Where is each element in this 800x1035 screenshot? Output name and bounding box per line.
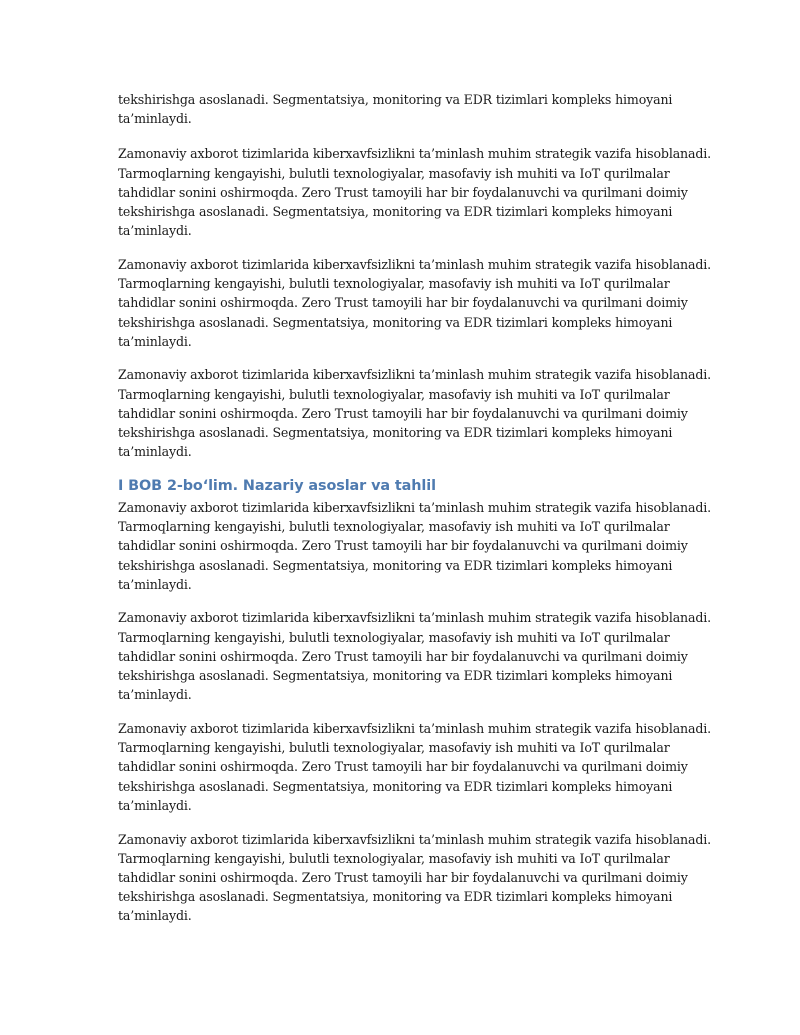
document-body	[118, 90, 712, 940]
paragraph-line: Zamonaviy axborot tizimlarida kiberxavfsizlikni ta’minlash muhim strategik vazifa hisoblanadi.	[118, 720, 712, 736]
paragraph-line: tahdidlar sonini oshirmoqda. Zero Trust tamoyili har bir foydalanuvchi va qurilmani doimiy	[118, 295, 688, 311]
paragraph-line: tekshirishga asoslanadi. Segmentatsiya, monitoring va EDR tizimlari kompleks himoyani	[118, 889, 673, 905]
paragraph-line: Zamonaviy axborot tizimlarida kiberxavfsizlikni ta’minlash muhim strategik vazifa hisoblanadi.	[118, 367, 712, 383]
paragraph-line: tekshirishga asoslanadi. Segmentatsiya, monitoring va EDR tizimlari kompleks himoyani	[118, 314, 673, 330]
paragraph-line: tekshirishga asoslanadi. Segmentatsiya, monitoring va EDR tizimlari kompleks himoyani	[118, 778, 673, 794]
section-heading: I BOB 2-bo‘lim. Nazariy asoslar va tahlil	[118, 477, 436, 494]
paragraph-line: ta’minlaydi.	[118, 444, 192, 460]
paragraph-line: Tarmoqlarning kengayishi, bulutli texnologiyalar, masofaviy ish muhiti va IoT qurilmalar	[118, 850, 670, 866]
paragraph-line: tahdidlar sonini oshirmoqda. Zero Trust tamoyili har bir foydalanuvchi va qurilmani doimiy	[118, 405, 688, 421]
paragraph-line: tekshirishga asoslanadi. Segmentatsiya, monitoring va EDR tizimlari kompleks himoyani	[118, 425, 673, 441]
paragraph-line: Tarmoqlarning kengayishi, bulutli texnologiyalar, masofaviy ish muhiti va IoT qurilmalar	[118, 629, 670, 645]
paragraph	[118, 498, 712, 594]
paragraph-line: tahdidlar sonini oshirmoqda. Zero Trust tamoyili har bir foydalanuvchi va qurilmani doimiy	[118, 869, 688, 885]
paragraph-line: Zamonaviy axborot tizimlarida kiberxavfsizlikni ta’minlash muhim strategik vazifa hisoblanadi.	[118, 499, 712, 515]
paragraph-line: Tarmoqlarning kengayishi, bulutli texnologiyalar, masofaviy ish muhiti va IoT qurilmalar	[118, 519, 670, 535]
paragraph-line: Zamonaviy axborot tizimlarida kiberxavfsizlikni ta’minlash muhim strategik vazifa hisoblanadi.	[118, 831, 712, 847]
paragraph-line: tahdidlar sonini oshirmoqda. Zero Trust tamoyili har bir foydalanuvchi va qurilmani doimiy	[118, 648, 688, 664]
paragraph-line: tahdidlar sonini oshirmoqda. Zero Trust tamoyili har bir foydalanuvchi va qurilmani doimiy	[118, 538, 688, 554]
paragraph-line: ta’minlaydi.	[118, 223, 192, 239]
paragraph-line: Zamonaviy axborot tizimlarida kiberxavfsizlikni ta’minlash muhim strategik vazifa hisoblanadi.	[118, 610, 712, 626]
paragraph-line: Zamonaviy axborot tizimlarida kiberxavfsizlikni ta’minlash muhim strategik vazifa hisoblanadi.	[118, 146, 712, 162]
paragraph-line: tahdidlar sonini oshirmoqda. Zero Trust tamoyili har bir foydalanuvchi va qurilmani doimiy	[118, 184, 688, 200]
paragraph	[118, 608, 712, 704]
paragraph-line: Tarmoqlarning kengayishi, bulutli texnologiyalar, masofaviy ish muhiti va IoT qurilmalar	[118, 740, 670, 756]
paragraph-line: tahdidlar sonini oshirmoqda. Zero Trust tamoyili har bir foydalanuvchi va qurilmani doimiy	[118, 759, 688, 775]
paragraph-continuation	[118, 90, 698, 128]
paragraph-line: ta’minlaydi.	[118, 333, 192, 349]
paragraph-line: tekshirishga asoslanadi. Segmentatsiya, monitoring va EDR tizimlari kompleks himoyani	[118, 557, 673, 573]
paragraph-line: tekshirishga asoslanadi. Segmentatsiya, monitoring va EDR tizimlari kompleks himoyani	[118, 92, 673, 107]
paragraph	[118, 719, 712, 815]
paragraph	[118, 830, 712, 926]
paragraph	[118, 365, 712, 461]
paragraph-line: Tarmoqlarning kengayishi, bulutli texnologiyalar, masofaviy ish muhiti va IoT qurilmalar	[118, 386, 670, 402]
paragraph-line: Tarmoqlarning kengayishi, bulutli texnologiyalar, masofaviy ish muhiti va IoT qurilmalar	[118, 165, 670, 181]
paragraph-line: ta’minlaydi.	[118, 908, 192, 924]
paragraph-line: ta’minlaydi.	[118, 687, 192, 703]
paragraph	[118, 255, 712, 351]
paragraph-line: tekshirishga asoslanadi. Segmentatsiya, monitoring va EDR tizimlari kompleks himoyani	[118, 204, 673, 220]
paragraph-line: ta’minlaydi.	[118, 111, 192, 127]
paragraph-line: tekshirishga asoslanadi. Segmentatsiya, monitoring va EDR tizimlari kompleks himoyani	[118, 668, 673, 684]
paragraph	[118, 144, 712, 240]
paragraph-line: ta’minlaydi.	[118, 576, 192, 592]
paragraph-line: ta’minlaydi.	[118, 797, 192, 813]
paragraph-line: Tarmoqlarning kengayishi, bulutli texnologiyalar, masofaviy ish muhiti va IoT qurilmalar	[118, 276, 670, 292]
paragraph-line: Zamonaviy axborot tizimlarida kiberxavfsizlikni ta’minlash muhim strategik vazifa hisoblanadi.	[118, 256, 712, 272]
